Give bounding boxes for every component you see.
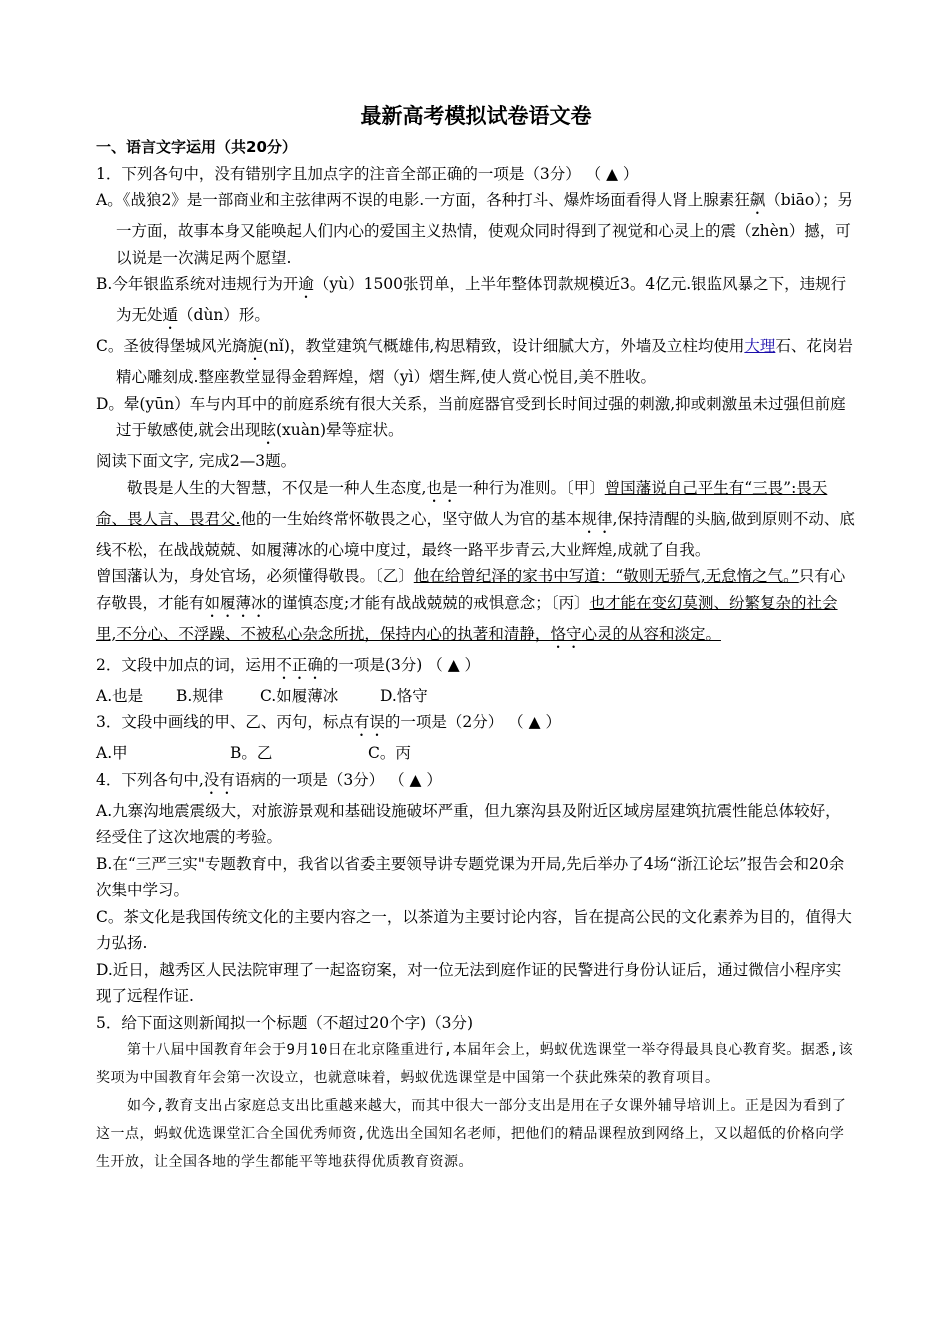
dotted-word: 如履薄冰: [204, 593, 267, 612]
underlined-sentence-bing: 也才能在变幻莫测、纷繁复杂的社会里,不分心、不浮躁、不被私心杂念所扰，保持内心的执著和清静，: [96, 593, 838, 643]
q4-option-a: A.九寨沟地震震级大，对旅游景观和基础设施破坏严重，但九寨沟县及附近区域房屋建筑抗震性能总体较好，经受住了这次地震的考验。: [96, 801, 841, 846]
q3-option: C。丙: [368, 744, 411, 762]
dali-link[interactable]: 大理: [744, 337, 776, 355]
dotted-word: 没有: [203, 770, 235, 789]
dotted-char: 眩: [260, 421, 276, 439]
news-paragraph-2: 如今,教育支出占家庭总支出比重越来越大，而其中很大一部分支出是用在子女课外辅导培训上。正是因为看到了这一点，蚂蚁优选课堂汇合全国优秀师资,优选出全国知名老师，把他们的精品课程放到网络上，又以超低的价格向学生开放，让全国各地的学生都能平等地获得优质教育资源。: [96, 1098, 847, 1170]
q2-option: A.也是: [96, 686, 144, 705]
q5-stem: 5．给下面这则新闻拟一个标题（不超过20个字)（3分): [96, 1013, 474, 1032]
q2-option: B.规律: [176, 686, 224, 705]
passage-paragraph-1: 敬畏是人生的大智慧，不仅是一种人生态度,也是一种行为准则。〔甲〕曾国藩说自己平生有“三畏”:畏天命、畏人言、畏君父.他的一生始终常怀敬畏之心，坚守做人为官的基本规律,保持清醒的头脑,做到原则不动、底线不松，在战战兢兢、如履薄冰的心境中度过，最终一路平步青云,大业辉煌,成就了自我。: [96, 478, 855, 559]
dotted-char: 旎: [247, 337, 263, 355]
page-title: 最新高考模拟试卷语文卷: [360, 104, 592, 128]
news-paragraph-1: 第十八届中国教育年会于9月10日在北京隆重进行,本届年会上，蚂蚁优选课堂一举夺得最具良心教育奖。据悉,该奖项为中国教育年会第一次设立，也就意味着，蚂蚁优选课堂是中国第一个获此殊荣的教育项目。: [96, 1042, 854, 1086]
dotted-word: 不正确: [276, 655, 323, 674]
q2-option: D.恪守: [380, 686, 428, 705]
q4-option-b: B.在“三严三实"专题教育中，我省以省委主要领导讲专题党课为开局,先后举办了4场“浙江论坛”报告会和20余次集中学习。: [96, 854, 845, 899]
q4-option-c: C。茶文化是我国传统文化的主要内容之一，以茶道为主要讨论内容，旨在提高公民的文化素养为目的，值得大力弘扬.: [96, 907, 852, 952]
q4-option-d: D.近日，越秀区人民法院审理了一起盗窃案，对一位无法到庭作证的民警进行身份认证后，通过微信小程序实现了远程作证.: [96, 960, 842, 1005]
reading-intro: 阅读下面文字, 完成2—3题。: [96, 452, 297, 470]
dotted-word: 规律: [581, 509, 613, 528]
q1-option-a: A。《战狼2》是一部商业和主弦律两不误的电影.一方面，各种打斗、爆炸场面看得人肾上腺素狂飙（biāo）；另一方面，故事本身又能唤起人们内心的爱国主义热情，使观众同时得到了视觉和心灵上的震（zhèn）撼，可以说是一次满足两个愿望.: [96, 191, 853, 267]
underlined-sentence-jia: 曾国藩说自己平生有“三畏”:畏天命、畏人言、畏君父.: [96, 478, 828, 528]
dotted-char: 逾: [298, 275, 314, 293]
q3-option: A.甲: [96, 744, 128, 762]
q3-options: [96, 740, 856, 767]
dotted-word: 也是: [426, 478, 458, 497]
q1-option-d: D。晕(yūn）车与内耳中的前庭系统有很大关系，当前庭器官受到长时间过强的刺激,抑或刺激虽未过强但前庭过于敏感使,就会出现眩(xuàn)晕等症状。: [96, 394, 846, 439]
q2-stem: 2．文段中加点的词，运用不正确的一项是(3分) （ ▲ ）: [96, 655, 481, 674]
dotted-char: 飙: [749, 191, 766, 209]
section-heading: 一、语言文字运用（共20分）: [96, 138, 297, 156]
dotted-word: 有误: [353, 713, 385, 731]
q1-stem: 1．下列各句中，没有错别字且加点字的注音全部正确的一项是（3分） （ ▲ ）: [96, 164, 639, 183]
exam-page: [96, 100, 856, 1176]
underlined-sentence-bing-end: 心灵的从容和淡定。: [581, 624, 721, 643]
q2-options: [96, 683, 856, 710]
q1-option-c: C。圣彼得堡城风光旖旎(nǐ)，教堂建筑气概雄伟,构思精致，设计细腻大方，外墙及立柱均使用大理石、花岗岩精心雕刻成.整座教堂显得金碧辉煌，熠（yì）熠生辉,使人赏心悦目,美不胜收。: [96, 337, 853, 386]
underlined-sentence-yi: 他在给曾纪泽的家书中写道：“敬则无骄气,无怠惰之气。”: [413, 567, 799, 585]
dotted-char: 遁: [162, 306, 179, 324]
passage-paragraph-2: 曾国藩认为，身处官场，必须懂得敬畏。〔乙〕他在给曾纪泽的家书中写道：“敬则无骄气,无怠惰之气。”只有心存敬畏，才能有如履薄冰的谨慎态度;才能有战战兢兢的戒惧意念；〔丙〕也才能在变幻莫测、纷繁复杂的社会里,不分心、不浮躁、不被私心杂念所扰，保持内心的执著和清静，恪守心灵的从容和淡定。: [96, 567, 846, 643]
q1-option-b: B.今年银监系统对违规行为开逾（yù）1500张罚单，上半年整体罚款规模近3。4亿元.银监风暴之下，违规行为无处遁（dùn）形。: [96, 275, 847, 324]
q2-option: C.如履薄冰: [260, 686, 339, 705]
q3-option: B。乙: [230, 744, 273, 762]
dotted-word: 恪守: [550, 624, 582, 643]
q3-stem: 3．文段中画线的甲、乙、丙句，标点有误的一项是（2分） （ ▲ ）: [96, 713, 561, 731]
q4-stem: 4．下列各句中,没有语病的一项是（3分） （ ▲ ）: [96, 770, 442, 789]
